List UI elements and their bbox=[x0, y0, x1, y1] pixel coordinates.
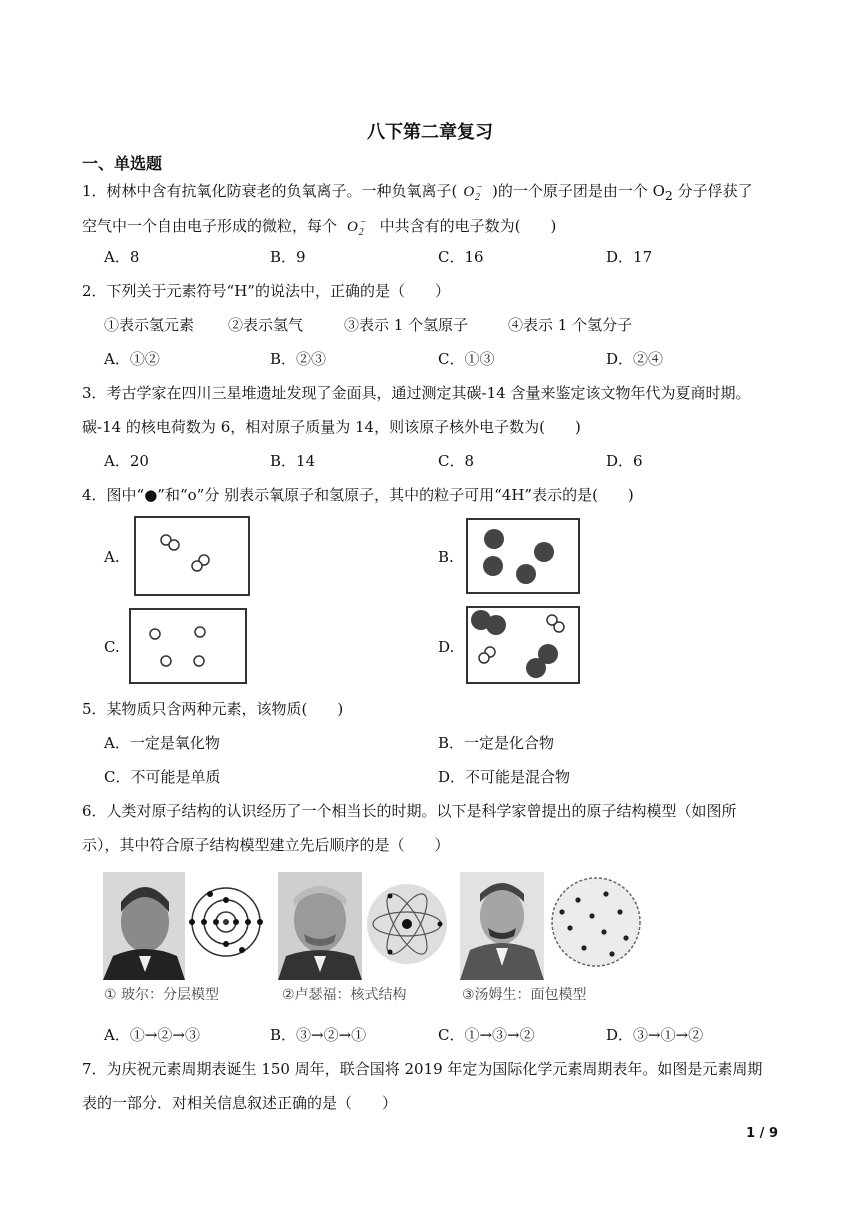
q3-option-b[interactable]: B．14 bbox=[270, 452, 316, 470]
bohr-layered-model bbox=[188, 872, 264, 972]
q7-stem-line2: 表的一部分．对相关信息叙述正确的是（ ） bbox=[82, 1094, 398, 1112]
q2-option-c[interactable]: C．①③ bbox=[438, 350, 495, 368]
q6-option-d[interactable]: D．③→①→② bbox=[606, 1026, 704, 1044]
rutherford-caption: ②卢瑟福：核式结构 bbox=[282, 987, 407, 1003]
q4-diagram-c[interactable] bbox=[129, 608, 247, 684]
q3-option-c[interactable]: C．8 bbox=[438, 452, 475, 470]
q5-option-a[interactable]: A．一定是氧化物 bbox=[104, 734, 220, 752]
q6-stem-line1: 6．人类对原子结构的认识经历了一个相当长的时期。以下是科学家曾提出的原子结构模型（如图所 bbox=[82, 802, 737, 820]
q4-diagram-a[interactable] bbox=[134, 516, 250, 596]
q1-option-a[interactable]: A．8 bbox=[104, 248, 140, 266]
q1-stem-line2: 空气中一个自由电子形成的微粒，每个 O −$_2$ 中共含有的电子数为( ) bbox=[82, 217, 557, 238]
q4-option-c-label[interactable]: C. bbox=[104, 638, 120, 656]
q2-option-a[interactable]: A．①② bbox=[104, 350, 160, 368]
q4-diagram-d[interactable] bbox=[466, 606, 580, 684]
thomson-plum-pudding-model bbox=[548, 872, 644, 976]
q5-stem: 5．某物质只含两种元素，该物质( ) bbox=[82, 700, 344, 718]
q4-stem: 4．图中“●”和“o”分 别表示氧原子和氢原子，其中的粒子可用“4H”表示的是( ) bbox=[82, 486, 634, 504]
q1-option-d[interactable]: D．17 bbox=[606, 248, 653, 266]
bohr-portrait bbox=[103, 872, 185, 980]
q2-item-4: ④表示 1 个氢分子 bbox=[508, 316, 633, 334]
q6-option-b[interactable]: B．③→②→① bbox=[270, 1026, 367, 1044]
thomson-portrait bbox=[460, 872, 544, 980]
q5-option-c[interactable]: C．不可能是单质 bbox=[104, 768, 221, 786]
q3-option-d[interactable]: D．6 bbox=[606, 452, 643, 470]
q2-stem: 2．下列关于元素符号“H”的说法中，正确的是（ ） bbox=[82, 282, 450, 300]
page-title: 八下第二章复习 bbox=[367, 122, 493, 143]
q4-option-a-label[interactable]: A. bbox=[104, 548, 120, 566]
page-number: 1 / 9 bbox=[746, 1126, 778, 1141]
q2-option-b[interactable]: B．②③ bbox=[270, 350, 327, 368]
thomson-caption: ③汤姆生：面包模型 bbox=[462, 987, 587, 1003]
q6-stem-line2: 示），其中符合原子结构模型建立先后顺序的是（ ） bbox=[82, 836, 450, 854]
bohr-caption: ① 玻尔：分层模型 bbox=[104, 987, 220, 1003]
section-heading: 一、单选题 bbox=[82, 154, 163, 173]
q1-option-b[interactable]: B．9 bbox=[270, 248, 306, 266]
q6-option-a[interactable]: A．①→②→③ bbox=[104, 1026, 200, 1044]
q2-option-d[interactable]: D．②④ bbox=[606, 350, 664, 368]
q2-item-2: ②表示氢气 bbox=[228, 316, 304, 334]
q3-stem-line2: 碳-14 的核电荷数为 6，相对原子质量为 14，则该原子核外电子数为( ) bbox=[82, 418, 581, 436]
q4-option-d-label[interactable]: D. bbox=[438, 638, 455, 656]
q3-option-a[interactable]: A．20 bbox=[104, 452, 149, 470]
rutherford-portrait bbox=[278, 872, 362, 980]
q6-option-c[interactable]: C．①→③→② bbox=[438, 1026, 535, 1044]
q3-stem-line1: 3．考古学家在四川三星堆遗址发现了金面具，通过测定其碳-14 含量来鉴定该文物年代为夏商时期。 bbox=[82, 384, 751, 402]
q5-option-d[interactable]: D．不可能是混合物 bbox=[438, 768, 571, 786]
q1-option-c[interactable]: C．16 bbox=[438, 248, 484, 266]
rutherford-nuclear-model bbox=[364, 872, 450, 976]
q4-diagram-b[interactable] bbox=[466, 518, 580, 594]
q7-stem-line1: 7．为庆祝元素周期表诞生 150 周年，联合国将 2019 年定为国际化学元素周期表年。如图是元素周期 bbox=[82, 1060, 763, 1078]
q1-stem-line1: 1．树林中含有抗氧化防衰老的负氧离子。一种负氧离子( O −$_2$ )的一个原子团是由一个 $O_2$ 分子俘获了 bbox=[82, 182, 753, 203]
q2-item-3: ③表示 1 个氢原子 bbox=[344, 316, 469, 334]
q2-item-1: ①表示氢元素 bbox=[104, 316, 195, 334]
q4-option-b-label[interactable]: B. bbox=[438, 548, 454, 566]
q5-option-b[interactable]: B．一定是化合物 bbox=[438, 734, 555, 752]
